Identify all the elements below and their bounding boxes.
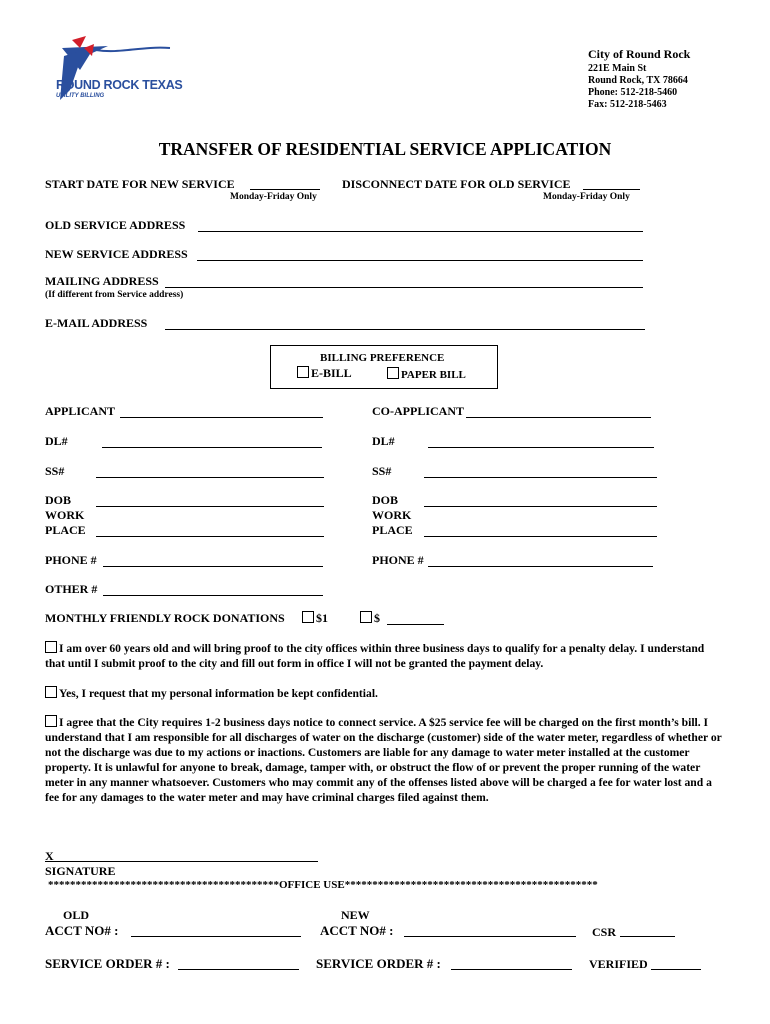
email-input[interactable] bbox=[167, 315, 645, 329]
applicant-ss-line bbox=[96, 477, 324, 478]
old-service-order-label: SERVICE ORDER # : bbox=[45, 956, 170, 971]
applicant-dob-line bbox=[96, 506, 324, 507]
applicant-workplace-input[interactable] bbox=[98, 522, 324, 536]
verified-input[interactable] bbox=[653, 955, 701, 969]
coapplicant-place-label: PLACE bbox=[372, 523, 413, 537]
old-acct-label: ACCT NO# : bbox=[45, 923, 119, 938]
applicant-line bbox=[120, 417, 323, 418]
disconnect-date-label: DISCONNECT DATE FOR OLD SERVICE bbox=[342, 177, 571, 191]
applicant-work-label: WORK bbox=[45, 508, 85, 522]
senior-statement-text: I am over 60 years old and will bring proof to the city offices within three business days to qualify for a penalty delay. I understand that until I submit proof to the city and fill out form in office I will not be granted the payment delay. bbox=[45, 642, 705, 670]
paper-bill-option[interactable] bbox=[387, 367, 466, 381]
applicant-dob-label: DOB bbox=[45, 493, 72, 507]
new-service-order-line bbox=[451, 969, 572, 970]
ebill-checkbox[interactable] bbox=[297, 366, 309, 378]
other-phone-line bbox=[103, 595, 323, 596]
old-service-order-input[interactable] bbox=[180, 955, 299, 969]
org-name: City of Round Rock bbox=[588, 47, 691, 61]
disconnect-date-line bbox=[583, 189, 640, 190]
confidential-checkbox[interactable] bbox=[45, 686, 57, 698]
mailing-address-note: (If different from Service address) bbox=[45, 290, 184, 300]
applicant-label: APPLICANT bbox=[45, 404, 116, 418]
disconnect-date-note: Monday-Friday Only bbox=[543, 192, 630, 202]
paper-bill-checkbox[interactable] bbox=[387, 367, 399, 379]
agreement-statement bbox=[45, 715, 725, 805]
donation-one-label: $1 bbox=[316, 611, 328, 625]
donation-other-option[interactable] bbox=[360, 611, 380, 626]
applicant-phone-input[interactable] bbox=[105, 552, 323, 566]
new-acct-input[interactable] bbox=[406, 922, 576, 936]
new-address-label: NEW SERVICE ADDRESS bbox=[45, 247, 188, 261]
csr-line bbox=[620, 936, 675, 937]
coapplicant-ss-label: SS# bbox=[372, 464, 392, 478]
email-label: E-MAIL ADDRESS bbox=[45, 316, 148, 330]
senior-statement bbox=[45, 641, 725, 671]
coapplicant-ss-input[interactable] bbox=[426, 463, 657, 477]
applicant-dl-line bbox=[102, 447, 322, 448]
confidential-statement bbox=[45, 686, 725, 701]
org-fax: Fax: 512-218-5463 bbox=[588, 99, 667, 110]
applicant-workplace-line bbox=[96, 536, 324, 537]
ebill-label: E-BILL bbox=[311, 366, 352, 380]
office-use-banner: ******************************************OFFICE USE********************************************** bbox=[48, 879, 598, 891]
applicant-phone-label: PHONE # bbox=[45, 553, 97, 567]
city-logo bbox=[50, 30, 200, 110]
applicant-dob-input[interactable] bbox=[98, 492, 324, 506]
old-address-input[interactable] bbox=[200, 217, 643, 231]
new-address-input[interactable] bbox=[199, 246, 643, 260]
applicant-input[interactable] bbox=[122, 403, 323, 417]
new-acct-heading: NEW bbox=[341, 908, 370, 922]
mailing-address-input[interactable] bbox=[167, 273, 643, 287]
coapplicant-dl-input[interactable] bbox=[430, 433, 654, 447]
old-address-line bbox=[198, 231, 643, 232]
logo-text: ROUND ROCK TEXAS bbox=[56, 78, 183, 92]
coapplicant-label: CO-APPLICANT bbox=[372, 404, 464, 418]
coapplicant-phone-input[interactable] bbox=[430, 552, 653, 566]
start-date-input[interactable] bbox=[252, 175, 320, 189]
start-date-line bbox=[250, 189, 320, 190]
ebill-option[interactable] bbox=[297, 366, 352, 381]
start-date-label: START DATE FOR NEW SERVICE bbox=[45, 177, 235, 191]
other-phone-input[interactable] bbox=[105, 581, 323, 595]
coapplicant-dob-line bbox=[424, 506, 657, 507]
signature-input[interactable] bbox=[58, 847, 318, 861]
donation-amount-line bbox=[387, 624, 444, 625]
donation-other-checkbox[interactable] bbox=[360, 611, 372, 623]
new-acct-label: ACCT NO# : bbox=[320, 923, 394, 938]
donation-amount-input[interactable] bbox=[389, 610, 444, 624]
coapplicant-phone-label: PHONE # bbox=[372, 553, 424, 567]
agreement-checkbox[interactable] bbox=[45, 715, 57, 727]
donation-other-label: $ bbox=[374, 611, 380, 625]
old-acct-line bbox=[131, 936, 301, 937]
coapplicant-work-label: WORK bbox=[372, 508, 412, 522]
signature-label: SIGNATURE bbox=[45, 864, 116, 878]
verified-label: VERIFIED bbox=[589, 957, 648, 971]
mailing-address-label: MAILING ADDRESS bbox=[45, 274, 159, 288]
coapplicant-ss-line bbox=[424, 477, 657, 478]
applicant-dl-label: DL# bbox=[45, 434, 68, 448]
coapplicant-workplace-input[interactable] bbox=[426, 522, 657, 536]
old-acct-heading: OLD bbox=[63, 908, 90, 922]
page-title: TRANSFER OF RESIDENTIAL SERVICE APPLICATION bbox=[158, 139, 612, 159]
csr-input[interactable] bbox=[622, 922, 675, 936]
signature-x: X bbox=[45, 849, 54, 863]
start-date-note: Monday-Friday Only bbox=[230, 192, 317, 202]
mailing-address-line bbox=[165, 287, 643, 288]
logo-subtext: UTILITY BILLING bbox=[56, 93, 105, 99]
applicant-dl-input[interactable] bbox=[104, 433, 322, 447]
org-street: 221E Main St bbox=[588, 63, 647, 74]
coapplicant-dl-line bbox=[428, 447, 654, 448]
coapplicant-dl-label: DL# bbox=[372, 434, 395, 448]
new-service-order-input[interactable] bbox=[453, 955, 572, 969]
donations-label: MONTHLY FRIENDLY ROCK DONATIONS bbox=[45, 611, 285, 625]
coapplicant-dob-label: DOB bbox=[372, 493, 399, 507]
old-address-label: OLD SERVICE ADDRESS bbox=[45, 218, 186, 232]
donation-one-checkbox[interactable] bbox=[302, 611, 314, 623]
applicant-ss-input[interactable] bbox=[98, 463, 324, 477]
paper-bill-label: PAPER BILL bbox=[401, 369, 466, 381]
org-city: Round Rock, TX 78664 bbox=[588, 75, 688, 86]
new-address-line bbox=[197, 260, 643, 261]
billing-preference-box bbox=[270, 345, 498, 389]
org-phone: Phone: 512-218-5460 bbox=[588, 87, 678, 98]
new-service-order-label: SERVICE ORDER # : bbox=[316, 956, 441, 971]
donation-one-option[interactable] bbox=[302, 611, 328, 626]
disconnect-date-input[interactable] bbox=[585, 175, 640, 189]
verified-line bbox=[651, 969, 701, 970]
email-line bbox=[165, 329, 645, 330]
old-service-order-line bbox=[178, 969, 299, 970]
senior-checkbox[interactable] bbox=[45, 641, 57, 653]
applicant-ss-label: SS# bbox=[45, 464, 65, 478]
billing-preference-title: BILLING PREFERENCE bbox=[320, 352, 445, 364]
agreement-statement-text: I agree that the City requires 1-2 business days notice to connect service. A $25 service fee will be charged on the first month’s bill. I understand that I am responsible for all discharges of water on the discharge (customer) side of the water meter, regardless of whether or not the discharge was due to my actions or inactions. Customers are liable for any damage to water meter installed at the customer property. It is unlawful for anyone to break, damage, tamper with, or obstruct the flow of or prevent the proper running of the water meter in any manner whatsoever. Customers who may commit any of the offenses listed above will be charged a fee for water lost and a fee for any damages to the water meter and may have criminal charges filed against them. bbox=[45, 716, 722, 804]
coapplicant-dob-input[interactable] bbox=[426, 492, 657, 506]
coapplicant-workplace-line bbox=[424, 536, 657, 537]
other-phone-label: OTHER # bbox=[45, 582, 98, 596]
csr-label: CSR bbox=[592, 925, 617, 939]
coapplicant-phone-line bbox=[428, 566, 653, 567]
coapplicant-input[interactable] bbox=[468, 403, 651, 417]
old-acct-input[interactable] bbox=[133, 922, 301, 936]
applicant-phone-line bbox=[103, 566, 323, 567]
coapplicant-line bbox=[466, 417, 651, 418]
confidential-statement-text: Yes, I request that my personal information be kept confidential. bbox=[59, 687, 378, 700]
signature-line bbox=[45, 861, 318, 862]
new-acct-line bbox=[404, 936, 576, 937]
applicant-place-label: PLACE bbox=[45, 523, 86, 537]
